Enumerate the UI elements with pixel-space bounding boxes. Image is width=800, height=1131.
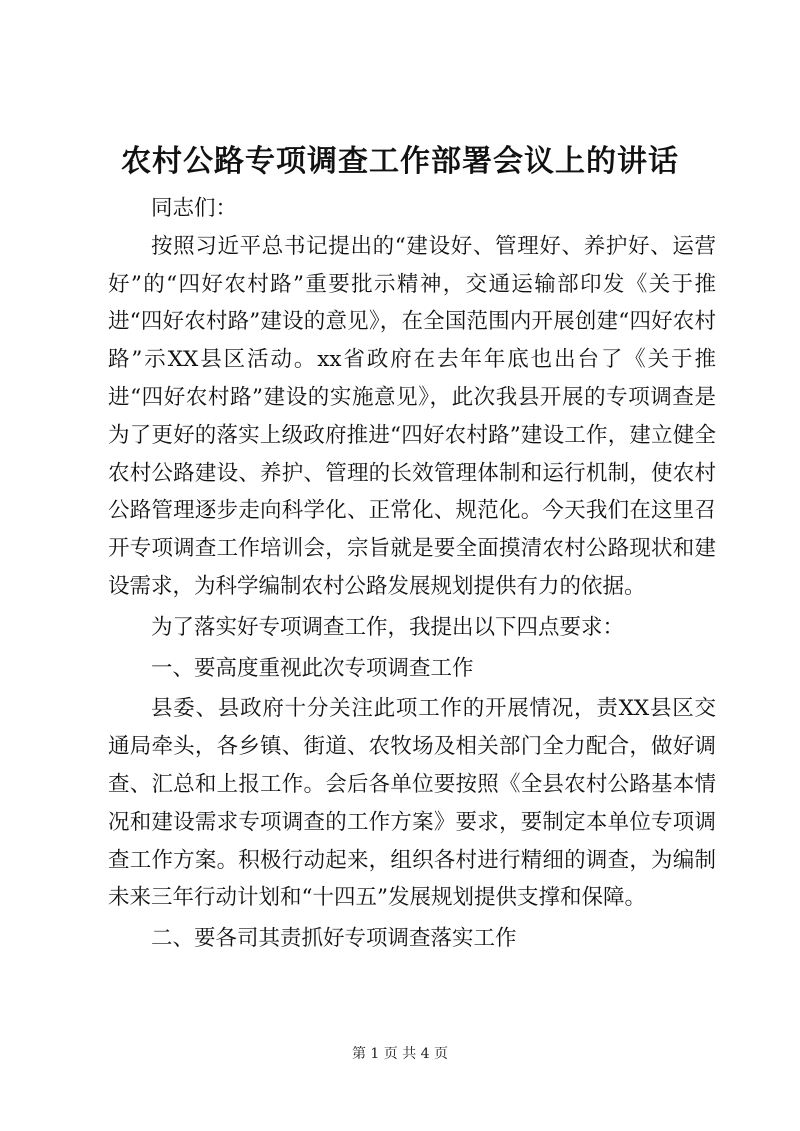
page-number-footer: 第 1 页 共 4 页: [351, 1046, 449, 1062]
salutation-paragraph: 同志们：: [151, 196, 238, 221]
body-paragraph: 按照习近平总书记提出的“建设好、管理好、养护好、运营好”的“四好农村路”重要批示精神，交通运输部印发《关于推进“四好农村路”建设的意见》，在全国范围内开展创建“四好农村路”示XX县区活动。xx省政府在去年年底也出台了《关于推进“四好农村路”建设的实施意见》，此次我县开展的专项调查是为了更好的落实上级政府推进“四好农村路”建设工作，建立健全农村公路建设、养护、管理的长效管理体制和运行机制，使农村公路管理逐步走向科学化、正常化、规范化。今天我们在这里召开专项调查工作培训会，宗旨就是要全面摸清农村公路现状和建设需求，为科学编制农村公路发展规划提供有力的依据。: [108, 233, 716, 599]
body-paragraph: 为了落实好专项调查工作，我提出以下四点要求：: [151, 614, 625, 640]
section-heading: 一、要高度重视此次专项调查工作: [151, 655, 474, 681]
section-heading: 二、要各司其责抓好专项调查落实工作: [151, 926, 517, 952]
document-title: 农村公路专项调查工作部署会议上的讲话: [121, 144, 679, 179]
body-paragraph: 县委、县政府十分关注此项工作的开展情况，责XX县区交通局牵头，各乡镇、街道、农牧场及相关部门全力配合，做好调查、汇总和上报工作。会后各单位要按照《全县农村公路基本情况和建设需求专项调查的工作方案》要求，要制定本单位专项调查工作方案。积极行动起来，组织各村进行精细的调查，为编制未来三年行动计划和“十四五”发展规划提供支撑和保障。: [108, 696, 716, 911]
document-body: [108, 190, 716, 961]
